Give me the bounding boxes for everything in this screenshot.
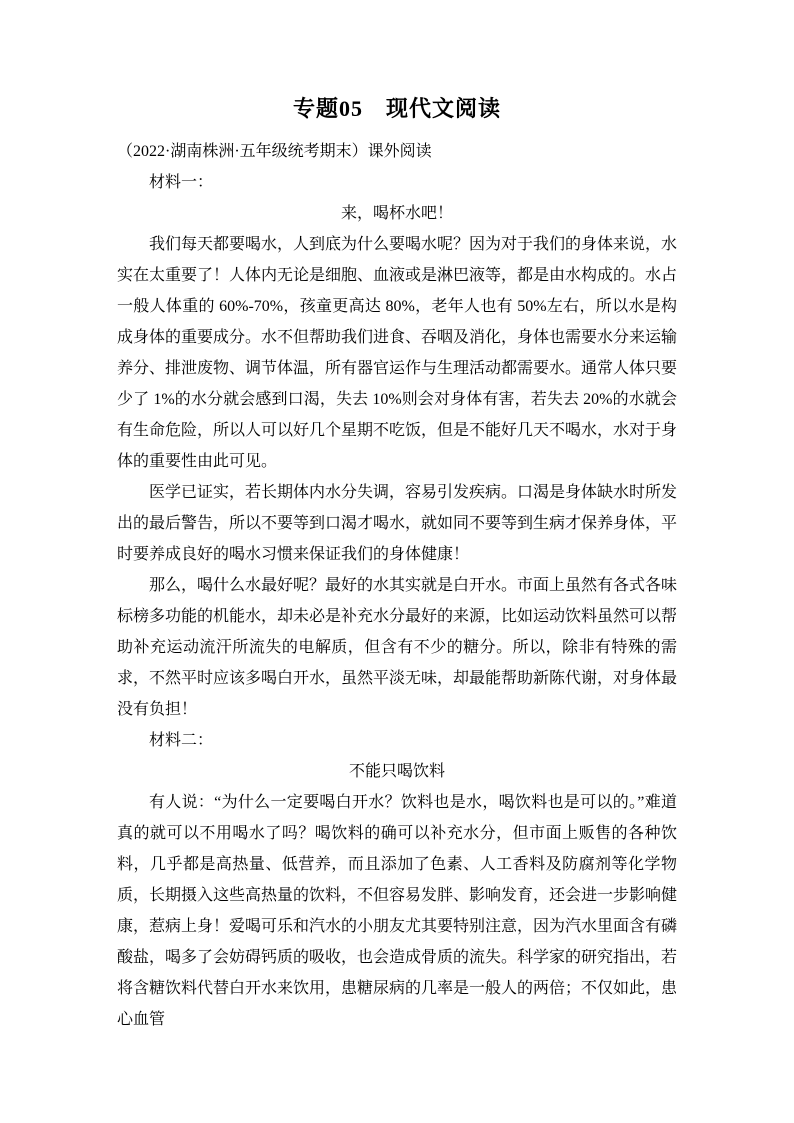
material-one-paragraph-3: 那么，喝什么水最好呢？最好的水其实就是白开水。市面上虽然有各式各味标榜多功能的机能水，却未必是补充水分最好的来源，比如运动饮料虽然可以帮助补充运动流汗所流失的电解质，但含有不少的糖分。所以，除非有特殊的需求，不然平时应该多喝白开水，虽然平淡无味，却最能帮助新陈代谢，对身体最没有负担！ [117, 577, 678, 718]
material-one-label: 材料一： [149, 174, 214, 191]
material-one-paragraph-2: 医学已证实，若长期体内水分失调，容易引发疾病。口渴是身体缺水时所发出的最后警告，所以不要等到口渴才喝水，就如同不要等到生病才保养身体，平时要养成良好的喝水习惯来保证我们的身体健康！ [117, 484, 678, 563]
material-two-label: 材料二： [149, 732, 214, 749]
source-citation: （2022·湖南株洲·五年级统考期末）课外阅读 [117, 143, 432, 160]
material-one-heading: 来，喝杯水吧！ [340, 205, 453, 222]
page-title: 专题05 现代文阅读 [292, 96, 501, 121]
material-two-heading: 不能只喝饮料 [348, 763, 445, 780]
material-two-paragraph-1: 有人说：“为什么一定要喝白开水？饮料也是水，喝饮料也是可以的。”难道真的就可以不用喝水了吗？喝饮料的确可以补充水分，但市面上贩售的各种饮料，几乎都是高热量、低营养，而且添加了色素、人工香料及防腐剂等化学物质，长期摄入这些高热量的饮料，不但容易发胖、影响发育，还会进一步影响健康，惹病上身！爱喝可乐和汽水的小朋友尤其要特别注意，因为汽水里面含有磷酸盐，喝多了会妨碍钙质的吸收，也会造成骨质的流失。科学家的研究指出，若将含糖饮料代替白开水来饮用，患糖尿病的几率是一般人的两倍；不仅如此，患心血管 [117, 794, 678, 1028]
material-one-paragraph-1: 我们每天都要喝水，人到底为什么要喝水呢？因为对于我们的身体来说，水实在太重要了！人体内无论是细胞、血液或是淋巴液等，都是由水构成的。水占一般人体重的 60%-70%，孩童更高达 80%，老年人也有 50%左右，所以水是构成身体的重要成分。水不但帮助我们进食、吞咽及消化，身体也需要水分来运输养分、排泄废物、调节体温，所有器官运作与生理活动都需要水。通常人体只要少了 1%的水分就会感到口渴，失去 10%则会对身体有害，若失去 20%的水就会有生命危险，所以人可以好几个星期不吃饭，但是不能好几天不喝水，水对于身体的重要性由此可见。 [117, 236, 678, 470]
